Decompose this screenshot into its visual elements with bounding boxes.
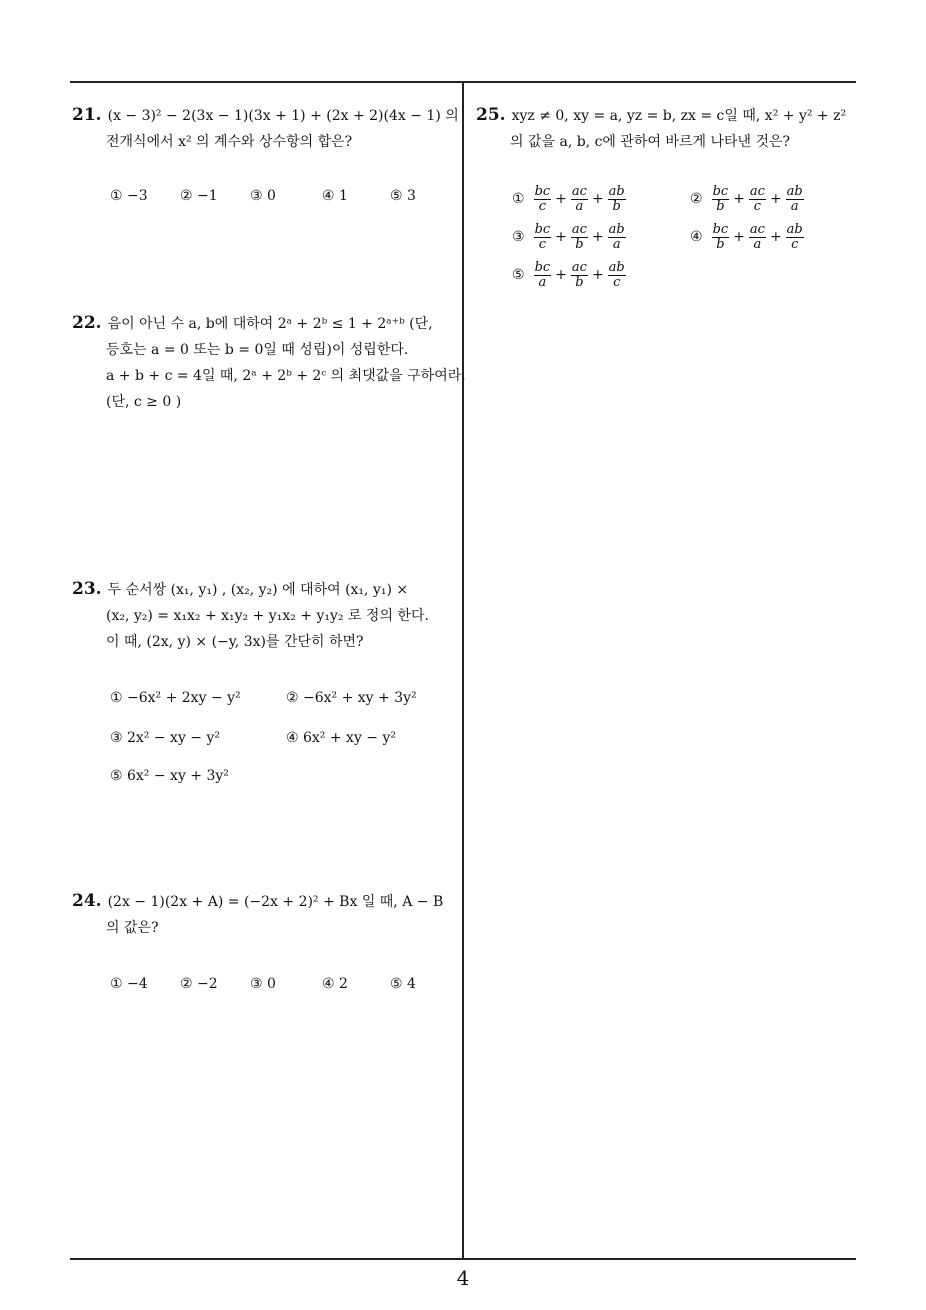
plus-sign: + xyxy=(555,229,567,245)
plus-sign: + xyxy=(591,267,604,283)
plus-sign: + xyxy=(733,191,745,207)
question-23 xyxy=(72,576,429,655)
question-number: 21. xyxy=(72,105,102,125)
question-number: 24. xyxy=(72,891,102,911)
choice-1[interactable]: ① −6x² + 2xy − y² xyxy=(110,690,241,706)
denominator: a xyxy=(538,274,547,290)
choice-5[interactable]: ⑤ 6x² − xy + 3y² xyxy=(110,768,229,784)
column-divider xyxy=(462,82,464,1260)
fraction xyxy=(608,185,626,214)
choice-1[interactable]: ① −4 xyxy=(110,976,148,992)
plus-sign: + xyxy=(769,191,782,207)
choice-label: ④ xyxy=(690,229,703,245)
choice-5[interactable] xyxy=(512,261,690,290)
question-25 xyxy=(476,102,846,155)
question-text-line: 이 때, (2x, y) × (−y, 3x)를 간단히 하면? xyxy=(106,634,364,650)
question-text-line: (2x − 1)(2x + A) = (−2x + 2)² + Bx 일 때, A − B xyxy=(107,894,444,910)
question-text-line: 전개식에서 x² 의 계수와 상수항의 합은? xyxy=(106,134,353,150)
denominator: b xyxy=(612,198,621,214)
denominator: a xyxy=(575,198,584,214)
question-text-line: 의 값을 a, b, c에 관하여 바르게 나타낸 것은? xyxy=(510,134,791,150)
question-number: 23. xyxy=(72,579,102,599)
fraction xyxy=(571,185,588,214)
question-21 xyxy=(72,102,459,155)
question-text-line: 두 순서쌍 (x₁, y₁) , (x₂, y₂) 에 대하여 (x₁, y₁) × xyxy=(107,582,409,598)
numerator: ac xyxy=(571,183,587,199)
question-22 xyxy=(72,310,466,415)
choices-21 xyxy=(110,188,416,204)
numerator: ab xyxy=(786,183,803,199)
denominator: c xyxy=(538,198,546,214)
denominator: c xyxy=(791,236,799,252)
numerator: bc xyxy=(534,183,551,199)
numerator: ab xyxy=(608,183,625,199)
choice-1[interactable] xyxy=(512,185,690,214)
plus-sign: + xyxy=(733,229,745,245)
fraction xyxy=(786,223,804,252)
choices-25 xyxy=(512,180,868,294)
choice-4[interactable] xyxy=(690,223,868,252)
denominator: b xyxy=(575,274,584,290)
choice-5[interactable]: ⑤ 4 xyxy=(390,976,416,992)
numerator: bc xyxy=(534,259,551,275)
denominator: b xyxy=(716,236,725,252)
question-text-line: (단, c ≥ 0 ) xyxy=(106,394,182,410)
plus-sign: + xyxy=(591,191,604,207)
numerator: ac xyxy=(749,221,765,237)
fraction xyxy=(749,185,766,214)
choice-2[interactable] xyxy=(690,185,868,214)
denominator: c xyxy=(613,274,621,290)
choice-1[interactable]: ① −3 xyxy=(110,188,148,204)
fraction xyxy=(712,223,730,252)
fraction xyxy=(608,261,626,290)
choices-24 xyxy=(110,976,416,992)
choice-label: ② xyxy=(690,191,703,207)
question-text-line: 의 값은? xyxy=(106,920,159,936)
question-text-line: 등호는 a = 0 또는 b = 0일 때 성립)이 성립한다. xyxy=(106,342,409,358)
denominator: b xyxy=(716,198,725,214)
numerator: bc xyxy=(712,183,729,199)
fraction xyxy=(571,223,588,252)
choice-2[interactable]: ② −1 xyxy=(180,188,218,204)
fraction xyxy=(534,185,552,214)
denominator: c xyxy=(538,236,546,252)
numerator: ac xyxy=(571,221,587,237)
plus-sign: + xyxy=(555,191,567,207)
fraction xyxy=(534,261,552,290)
denominator: b xyxy=(575,236,584,252)
denominator: a xyxy=(612,236,621,252)
fraction xyxy=(749,223,766,252)
bottom-rule xyxy=(70,1258,856,1260)
question-24 xyxy=(72,888,443,941)
choice-5[interactable]: ⑤ 3 xyxy=(390,188,416,204)
numerator: ab xyxy=(608,259,625,275)
question-number: 25. xyxy=(476,105,506,125)
numerator: ab xyxy=(608,221,625,237)
question-text-line: (x₂, y₂) = x₁x₂ + x₁y₂ + y₁x₂ + y₁y₂ 로 정의 한다. xyxy=(106,608,429,624)
fraction xyxy=(712,185,730,214)
question-text-line: xyz ≠ 0, xy = a, yz = b, zx = c일 때, x² + y² + z² xyxy=(511,108,847,124)
choice-4[interactable]: ④ 6x² + xy − y² xyxy=(286,730,397,746)
choice-3[interactable]: ③ 0 xyxy=(250,976,276,992)
question-text-line: 음이 아닌 수 a, b에 대하여 2ᵃ + 2ᵇ ≤ 1 + 2ᵃ⁺ᵇ (단, xyxy=(107,316,433,332)
choice-3[interactable]: ③ 0 xyxy=(250,188,276,204)
choice-3[interactable] xyxy=(512,223,690,252)
denominator: a xyxy=(790,198,799,214)
denominator: a xyxy=(753,236,762,252)
plus-sign: + xyxy=(769,229,782,245)
choice-label: ① xyxy=(512,191,525,207)
plus-sign: + xyxy=(555,267,567,283)
fraction xyxy=(534,223,552,252)
numerator: ac xyxy=(571,259,587,275)
choice-2[interactable]: ② −6x² + xy + 3y² xyxy=(286,690,417,706)
fraction xyxy=(571,261,588,290)
choice-label: ③ xyxy=(512,229,525,245)
question-text-line: a + b + c = 4일 때, 2ᵃ + 2ᵇ + 2ᶜ 의 최댓값을 구하여라. xyxy=(106,368,466,384)
numerator: bc xyxy=(534,221,551,237)
choice-label: ⑤ xyxy=(512,267,525,283)
question-text-line: (x − 3)² − 2(3x − 1)(3x + 1) + (2x + 2)(4x − 1) 의 xyxy=(107,108,459,124)
numerator: ac xyxy=(749,183,765,199)
choice-3[interactable]: ③ 2x² − xy − y² xyxy=(110,730,221,746)
fraction xyxy=(786,185,804,214)
fraction xyxy=(608,223,626,252)
plus-sign: + xyxy=(591,229,604,245)
numerator: bc xyxy=(712,221,729,237)
numerator: ab xyxy=(786,221,803,237)
choice-2[interactable]: ② −2 xyxy=(180,976,218,992)
denominator: c xyxy=(753,198,762,214)
choice-4[interactable]: ④ 2 xyxy=(322,976,348,992)
choice-4[interactable]: ④ 1 xyxy=(322,188,348,204)
page-number: 4 xyxy=(456,1266,470,1290)
question-number: 22. xyxy=(72,313,102,333)
